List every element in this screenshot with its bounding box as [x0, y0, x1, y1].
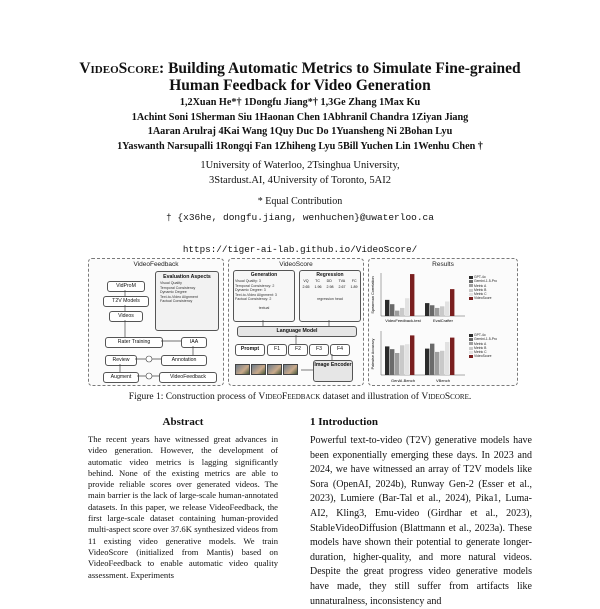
review-box: Review	[105, 355, 137, 366]
paper-title	[40, 60, 560, 94]
chart-legend	[469, 275, 497, 301]
chart-bar	[395, 353, 399, 375]
legend-label: GPT-4o	[474, 333, 486, 337]
chart-bar	[400, 345, 404, 375]
affiliation-line: 1University of Waterloo, 2Tsinghua University,	[200, 160, 400, 171]
prompt-box: Prompt	[235, 344, 265, 356]
chart-bar	[435, 308, 439, 316]
regression-value: 2.67	[338, 285, 346, 289]
legend-label: GPT-4o	[474, 275, 486, 279]
title-line-1: VideoScore: Building Automatic Metrics to Simulate Fine-grained	[79, 60, 521, 77]
chart-tick-label: GenAI-Bench	[390, 378, 416, 383]
legend-swatch	[469, 284, 473, 287]
panel-title: VideoFeedback	[133, 261, 179, 268]
chart-bar	[390, 349, 394, 375]
legend-swatch	[469, 280, 473, 283]
abstract-paragraph: The recent years have witnessed great advances in video generation. However, the development of automatic video metrics is lagging significantly behind. None of the existing metrics are able to provide reliable scores over generated videos. The main barrier is the lack of large-scale human-annotated datasets. In this paper, we release VideoFeedback, the first large-scale dataset containing human-provided multi-aspect score over 37.6K synthesized videos from 11 existing video generative models. We train VideoScore (initialized from Mantis) based on VideoFeedback to enable automatic video quality assessment. Experiments	[88, 434, 278, 580]
title-line-2: Human Feedback for Video Generation	[169, 77, 431, 94]
legend-swatch	[469, 355, 473, 358]
image-encoder-box: Image Encoder	[313, 360, 353, 382]
legend-swatch	[469, 338, 473, 341]
regression-value: 2.98	[326, 285, 334, 289]
contact-email: † {x36he, dongfu.jiang, wenhuchen}@uwaterloo.ca	[166, 212, 434, 223]
eval-aspect: Visual Quality	[160, 281, 182, 285]
eval-aspect: Dynamic Degree	[160, 290, 187, 295]
middle-panel-arrows	[229, 259, 363, 385]
panel-title: Results	[432, 261, 454, 268]
introduction-heading: 1 Introduction	[310, 416, 378, 428]
chart-bar	[400, 308, 404, 316]
chart-bar	[385, 346, 389, 375]
figure-1	[88, 258, 518, 386]
affiliations	[40, 158, 560, 188]
chart-bar	[430, 305, 434, 316]
chart-bar	[390, 304, 394, 316]
chart-bar	[395, 311, 399, 316]
legend-label: Metric C	[474, 292, 487, 297]
language-model-box: Language Model	[237, 326, 357, 337]
regression-head-caption: regression head	[317, 297, 343, 301]
equal-contribution-note: * Equal Contribution	[257, 196, 343, 207]
chart-bar	[440, 351, 444, 375]
generation-item: Dynamic Degree: 3	[235, 288, 266, 293]
regression-head: DD	[326, 279, 332, 283]
eval-aspects-title: Evaluation Aspects	[163, 274, 211, 280]
textual-label: textual	[258, 305, 270, 310]
legend-label: Metric C	[474, 350, 487, 355]
generation-label: Generation	[250, 272, 278, 278]
frame-token-f3: F3	[309, 344, 329, 356]
chart-bar	[445, 342, 449, 375]
legend-label: Metric A	[474, 341, 487, 346]
regression-label: Regression	[316, 272, 344, 278]
regression-head: FC	[351, 279, 357, 283]
chart-tick-label: EvalCrafter	[432, 318, 454, 323]
legend-swatch	[469, 334, 473, 337]
legend-swatch	[469, 342, 473, 345]
project-url[interactable]: https://tiger-ai-lab.github.io/VideoScore/	[182, 244, 418, 255]
results-panel	[368, 258, 518, 386]
author-line: 1Aaran Arulraj 4Kai Wang 1Quy Duc Do 1Yuansheng Ni 2Bohan Lyu	[147, 126, 453, 137]
videofeedback-panel	[88, 258, 224, 386]
annotation-box: Annotation	[161, 355, 207, 366]
regression-value: 2.65	[302, 285, 310, 289]
reviewer-icon	[146, 356, 152, 362]
augment-icon	[146, 373, 152, 379]
author-line: 1Yaswanth Narsupalli 1Rongqi Fan 1Zhiheng Lyu 5Bill Yuchen Lin 1Wenhu Chen †	[117, 140, 483, 152]
abstract-heading: Abstract	[162, 416, 204, 428]
legend-label: VideoScore	[474, 354, 492, 359]
legend-label: Metric A	[474, 283, 487, 288]
generation-item: Factual Consistency: 2	[235, 297, 272, 302]
chart-bar	[445, 301, 449, 316]
chart-bar	[410, 274, 414, 316]
chart-ylabel: Pairwise Accuracy	[371, 338, 375, 370]
chart-bar	[385, 300, 389, 316]
panel-title: VideoScore	[279, 261, 313, 268]
legend-item	[469, 296, 497, 300]
introduction-paragraph: Powerful text-to-video (T2V) generative models have been exponentially emerging these days. In 2023 and 2024, we have witnessed an array of T2V models like Sora (OpenAI, 2024b), Runway Gen-2 (Esser et al., 2023), Lumiere (Bar-Tal et al., 2024), Pika1, Luma-AI2, Kling3, Emu-video (Girdhar et al., 2023), StableVideoDiffusion (Blattmann et al., 2023a). These models have shown their potential to generate longer-duration, higher-quality, and more natural videos. Despite the great progress video generative models have made, they still suffer from artifacts like unnaturalness, inconsistency and	[310, 435, 532, 607]
legend-swatch	[469, 293, 473, 296]
chart-bar	[425, 349, 429, 375]
figure-caption: Figure 1: Construction process of VideoFeedback dataset and illustration of VideoScore.	[128, 392, 472, 402]
chart-bar	[405, 298, 409, 316]
legend-swatch	[469, 347, 473, 350]
chart-tick-label: VBench	[435, 378, 451, 383]
chart-ylabel: Spearman Correlation	[371, 276, 375, 314]
eval-aspect: Temporal Consistency	[160, 285, 196, 290]
chart-bar	[440, 306, 444, 316]
legend-item	[469, 354, 497, 358]
chart-tick-label: VideoFeedback-test	[385, 318, 421, 323]
left-panel-arrows	[89, 259, 223, 385]
legend-label: Gemini-1.5-Pro	[474, 279, 497, 284]
chart-bar	[410, 335, 414, 375]
augment-box: Augment	[103, 372, 139, 383]
legend-swatch	[469, 351, 473, 354]
legend-label: Metric B	[474, 345, 487, 350]
chart-bar	[435, 352, 439, 375]
regression-head: VQ	[303, 279, 309, 283]
legend-swatch	[469, 276, 473, 279]
introduction-body	[310, 434, 532, 609]
abstract-body	[88, 434, 278, 581]
eval-aspect: Factual Consistency	[160, 299, 193, 304]
chart-legend	[469, 333, 497, 359]
regression-head: TVA	[338, 279, 346, 283]
legend-label: Metric B	[474, 287, 487, 292]
chart-bar	[430, 344, 434, 375]
author-list	[30, 96, 570, 154]
legend-swatch	[469, 297, 473, 300]
chart-bar	[450, 338, 454, 375]
eval-aspect: Text-to-Video Alignment	[160, 294, 198, 299]
author-line: 1Achint Soni 1Sherman Siu 1Haonan Chen 1Abhranil Chandra 1Ziyan Jiang	[131, 111, 469, 123]
author-line: 1,2Xuan He*† 1Dongfu Jiang*† 1,3Ge Zhang 1Max Ku	[179, 97, 421, 108]
frame-token-f4: F4	[330, 344, 350, 356]
chart-bar	[405, 344, 409, 375]
legend-swatch	[469, 289, 473, 292]
chart-bar	[450, 289, 454, 316]
generation-item: Visual Quality: 3	[235, 279, 261, 283]
videos-box: Videos	[109, 311, 143, 322]
regression-value: 1.96	[314, 285, 322, 289]
t2v-models-box: T2V Models	[103, 296, 149, 307]
regression-head: TC	[315, 279, 320, 283]
frame-token-f2: F2	[288, 344, 308, 356]
videofeedback-box: VideoFeedback	[159, 372, 217, 383]
videoscore-panel	[228, 258, 364, 386]
affiliation-line: 3Stardust.AI, 4University of Toronto, 5AI2	[209, 175, 391, 186]
legend-label: Gemini-1.5-Pro	[474, 337, 497, 342]
generation-item: Temporal Consistency: 2	[235, 283, 275, 288]
generation-item: Text-to-Video Alignment: 3	[235, 292, 277, 297]
legend-label: VideoScore	[474, 296, 492, 301]
vidprom-box: VidProM	[107, 281, 145, 292]
frame-token-f1: F1	[267, 344, 287, 356]
rater-training-box: Rater Training	[105, 337, 163, 348]
chart-bar	[425, 303, 429, 316]
iaa-box: IAA	[181, 337, 207, 348]
regression-value: 1.89	[350, 285, 358, 289]
